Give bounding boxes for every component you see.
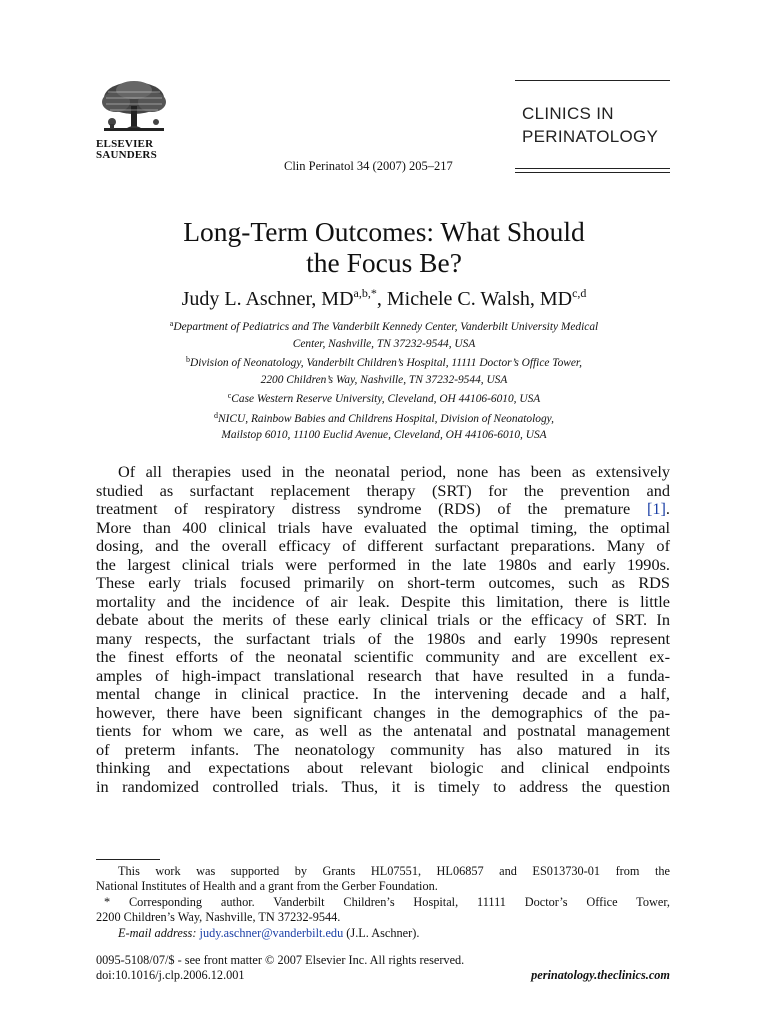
body-line-text: .: [665, 499, 670, 518]
affiliation-text: Center, Nashville, TN 37232-9544, USA: [292, 337, 476, 350]
doi: doi:10.1016/j.clp.2006.12.001: [96, 968, 245, 983]
affiliation-line: [0, 372, 768, 389]
affiliation-line: [0, 316, 768, 336]
affiliation-marker: a: [169, 319, 174, 328]
footnote-line: This work was supported by Grants HL07551, HL06857 and ES013730-01 from the: [118, 864, 670, 878]
body-line: debate about the merits of these early clinical trials or the efficacy of SRT. In: [96, 610, 670, 629]
affiliation-text: Department of Pediatrics and The Vanderbilt Kennedy Center, Vanderbilt University Medical: [173, 321, 599, 333]
body-line: the finest efforts of the neonatal scientific community and are excellent ex-: [96, 647, 670, 666]
affiliation-line: [0, 427, 768, 444]
affiliation-line: [0, 388, 768, 408]
body-line: Of all therapies used in the neonatal period, none has been as extensively: [118, 462, 670, 481]
body-line: tients for whom we care, as well as the antenatal and postnatal management: [96, 721, 670, 740]
author-separator: ,: [376, 288, 387, 310]
journal-citation: Clin Perinatol 34 (2007) 205–217: [284, 159, 453, 173]
footnote-line: 2200 Children’s Way, Nashville, TN 37232-9544.: [96, 910, 341, 925]
body-line: however, there have been significant changes in the demographics of the pa-: [96, 702, 670, 722]
title-line: the Focus Be?: [306, 247, 462, 278]
email-suffix: (J.L. Aschner).: [343, 925, 420, 940]
footnote-line: * Corresponding author. Vanderbilt Children’s Hospital, 11111 Doctor’s Office Tower,: [104, 894, 670, 909]
body-line: More than 400 clinical trials have evaluated the optimal timing, the optimal: [96, 517, 670, 537]
masthead-bottom-rule: [515, 172, 670, 173]
body-line: amples of high-impact translational research that have resulted in a funda-: [96, 665, 670, 685]
body-paragraph: [96, 463, 670, 796]
email-link[interactable]: judy.aschner@vanderbilt.edu: [199, 925, 344, 940]
affiliation-text: Case Western Reserve University, Cleveland, OH 44106-6010, USA: [231, 393, 541, 405]
body-line: mortality and the incidence of air leak. Despite this limitation, there is little: [96, 591, 670, 611]
email-footnote: [96, 926, 670, 941]
masthead-bottom-rule: [515, 168, 670, 169]
body-line: dosing, and the overall efficacy of different surfactant preparations. Many of: [96, 536, 670, 555]
journal-title-line: CLINICS IN: [522, 104, 614, 123]
journal-masthead: [515, 80, 670, 176]
affiliation-marker: c: [227, 391, 232, 400]
body-line: many respects, the surfactant trials of the 1980s and early 1990s represent: [96, 628, 670, 648]
publisher-line: ELSEVIER: [96, 138, 154, 150]
footnotes: [96, 864, 670, 941]
footnote-line: National Institutes of Health and a grant from the Gerber Foundation.: [96, 879, 438, 894]
article-title: [0, 216, 768, 278]
masthead-top-rule: [515, 80, 670, 81]
journal-title: [522, 102, 658, 148]
tree-emblem-icon: [94, 78, 174, 138]
title-line: Long-Term Outcomes: What Should: [183, 216, 585, 247]
affiliation-text: Mailstop 6010, 11100 Euclid Avenue, Cleveland, OH 44106-6010, USA: [221, 429, 547, 441]
body-line: in randomized controlled trials. Thus, it is timely to address the question: [96, 776, 670, 796]
affiliation-text: Division of Neonatology, Vanderbilt Children’s Hospital, 11111 Doctor’s Office Tower,: [190, 357, 582, 369]
footer-row: [96, 968, 670, 983]
author-list: [0, 286, 768, 311]
email-label: E-mail address:: [118, 925, 197, 940]
copyright-notice: 0095-5108/07/$ - see front matter © 2007 Elsevier Inc. All rights reserved.: [96, 953, 465, 967]
affiliation-marker: b: [186, 355, 191, 364]
affiliation-line: [0, 408, 768, 428]
affiliation-line: [0, 336, 768, 353]
citation-link[interactable]: [1]: [646, 499, 666, 518]
body-line: mental change in clinical practice. In the intervening decade and a half,: [96, 684, 670, 703]
author-name: Judy L. Aschner, MD: [181, 288, 354, 310]
body-line: [96, 500, 670, 519]
body-line: the largest clinical trials were performed in the late 1980s and early 1990s.: [96, 554, 670, 574]
body-line-text: treatment of respiratory distress syndrome (RDS) of the premature: [96, 499, 647, 518]
affiliation-text: 2200 Children’s Way, Nashville, TN 37232-9544, USA: [260, 373, 508, 386]
footnote-rule: [96, 859, 160, 860]
affiliation-line: [0, 352, 768, 372]
affiliation-text: NICU, Rainbow Babies and Childrens Hospital, Division of Neonatology,: [218, 412, 554, 425]
journal-title-line: PERINATOLOGY: [522, 127, 659, 146]
publisher-name: [96, 139, 157, 161]
author-name: Michele C. Walsh, MD: [386, 288, 573, 310]
publisher-line: SAUNDERS: [96, 149, 157, 161]
author-affiliation-marker: a,b,*: [353, 286, 377, 300]
body-line: studied as surfactant replacement therapy (SRT) for the prevention and: [96, 480, 670, 500]
affiliations: [0, 316, 768, 444]
footer-row: [96, 953, 670, 968]
author-affiliation-marker: c,d: [572, 286, 587, 300]
body-line: thinking and expectations about relevant biologic and clinical endpoints: [96, 758, 670, 777]
body-line: of preterm infants. The neonatology community has also matured in its: [96, 739, 670, 759]
journal-website[interactable]: perinatology.theclinics.com: [531, 968, 670, 983]
page-footer: [96, 953, 670, 984]
body-line: These early trials focused primarily on short-term outcomes, such as RDS: [96, 573, 670, 592]
affiliation-marker: d: [214, 410, 219, 420]
